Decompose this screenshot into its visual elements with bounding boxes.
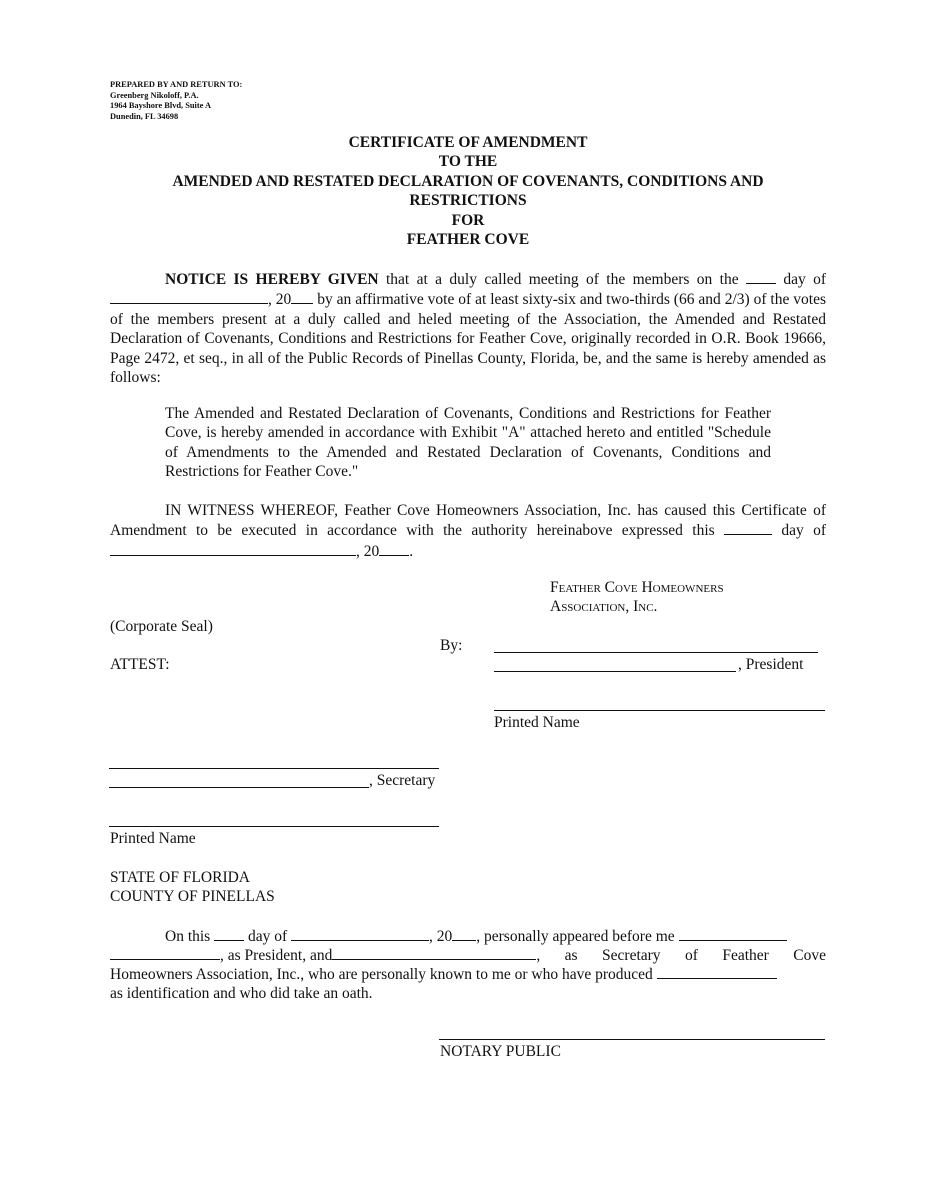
- notary-signature-line[interactable]: [439, 1039, 825, 1040]
- ack-text-7: Homeowners Association, Inc., who are personally known to me or who have produced: [110, 966, 657, 983]
- county-line: COUNTY OF PINELLAS: [110, 888, 275, 905]
- meeting-month-blank[interactable]: [110, 289, 268, 304]
- ack-text-1: On this: [165, 928, 215, 945]
- witness-month-blank[interactable]: [110, 541, 356, 556]
- title-line-1: CERTIFICATE OF AMENDMENT: [348, 134, 588, 151]
- notary-public-label: NOTARY PUBLIC: [440, 1043, 561, 1060]
- title-line-4: RESTRICTIONS: [409, 192, 527, 210]
- ack-president-name-blank[interactable]: [110, 945, 220, 960]
- witness-text-3: , 20: [356, 542, 380, 560]
- corporate-seal-label: (Corporate Seal): [110, 618, 213, 635]
- prepared-heading: PREPARED BY AND RETURN TO:: [110, 80, 243, 89]
- secretary-signature-line-2[interactable]: [109, 787, 369, 788]
- secretary-printed-name-label: Printed Name: [110, 830, 196, 847]
- prepared-address-1: 1964 Bayshore Blvd, Suite A: [110, 101, 212, 110]
- ack-line-1: [165, 926, 787, 946]
- witness-year-blank[interactable]: [379, 541, 409, 556]
- state-line: STATE OF FLORIDA: [110, 869, 250, 886]
- witness-paragraph: [110, 501, 826, 561]
- ack-line-2: [110, 945, 826, 965]
- witness-text-1: IN WITNESS WHEREOF, Feather Cove Homeowners Association, Inc. has caused this Certificate of Amendment to be executed in accordance with the authority hereinabove expressed this: [110, 502, 826, 540]
- meeting-day-blank[interactable]: [746, 269, 776, 284]
- meeting-year-blank[interactable]: [291, 289, 313, 304]
- notice-text-3: , 20: [268, 291, 292, 309]
- president-signature-line-1[interactable]: [494, 652, 818, 653]
- ack-text-4: , personally appeared before me: [476, 928, 679, 945]
- prepared-by-block: [110, 80, 242, 122]
- ack-day-blank[interactable]: [214, 926, 244, 941]
- prepared-firm: Greenberg Nikoloff, P.A.: [110, 90, 199, 100]
- association-name-2: Association, Inc.: [550, 598, 658, 615]
- title-line-2: TO THE: [438, 153, 498, 171]
- president-printed-name-line[interactable]: [494, 710, 825, 711]
- notice-text-1: that at a duly called meeting of the members on the: [378, 271, 746, 288]
- document-title: [110, 133, 826, 249]
- president-printed-name-label: Printed Name: [494, 714, 580, 731]
- notice-lead: NOTICE IS HEREBY GIVEN: [165, 271, 379, 288]
- notice-text-2: day of: [775, 271, 826, 288]
- attest-label: ATTEST:: [110, 656, 170, 673]
- title-line-6: FEATHER COVE: [406, 231, 530, 249]
- prepared-address-2: Dunedin, FL 34698: [110, 111, 179, 121]
- witness-text-4: .: [409, 542, 414, 560]
- ack-text-8: as identification and who did take an oath.: [110, 985, 373, 1002]
- ack-month-blank[interactable]: [291, 926, 429, 941]
- association-name-1: Feather Cove Homeowners: [550, 579, 724, 596]
- witness-day-blank[interactable]: [724, 520, 772, 535]
- ack-text-2: day of: [244, 928, 292, 945]
- by-label: By:: [440, 637, 463, 654]
- president-signature-line-2[interactable]: [494, 671, 736, 672]
- notice-text-4: by an affirmative vote of at least sixty-six and two-thirds (66 and 2/3) of the votes of the members present at a duly called and heled meeting of the Association, the Amended and Restated Declaration of Covenants, Conditions and Restrictions for Feather Cove, originally recorded in O.R. Book 19666, Page 2472, et seq., in all of the Public Records of Pinellas County, Florida, be, and the same is hereby amended as follows:: [110, 291, 826, 387]
- title-line-3: AMENDED AND RESTATED DECLARATION OF COVENANTS, CONDITIONS AND: [172, 172, 764, 190]
- ack-identification-blank[interactable]: [657, 964, 777, 979]
- title-line-5: FOR: [451, 211, 485, 229]
- notice-paragraph: [110, 269, 826, 387]
- ack-line-3: [110, 964, 777, 984]
- witness-text-2: day of: [772, 522, 827, 540]
- secretary-label: , Secretary: [369, 772, 436, 789]
- secretary-signature-line-1[interactable]: [109, 768, 439, 769]
- ack-text-5: , as President, and: [220, 947, 333, 964]
- president-label: , President: [738, 656, 804, 673]
- ack-year-blank[interactable]: [452, 926, 476, 941]
- ack-text-3: , 20: [429, 928, 453, 945]
- ack-text-6: , as Secretary of Feather Cove: [536, 947, 826, 964]
- amendment-block: The Amended and Restated Declaration of Covenants, Conditions and Restrictions for Feather Cove, is hereby amended in accordance with Exhibit "A" attached hereto and entitled "Schedule of Amendments to the Amended and Restated Declaration of Covenants, Conditions and Restrictions for Feather Cove.": [165, 405, 771, 481]
- ack-appeared-blank[interactable]: [679, 926, 787, 941]
- ack-secretary-name-blank[interactable]: [332, 945, 536, 960]
- secretary-printed-name-line[interactable]: [109, 826, 439, 827]
